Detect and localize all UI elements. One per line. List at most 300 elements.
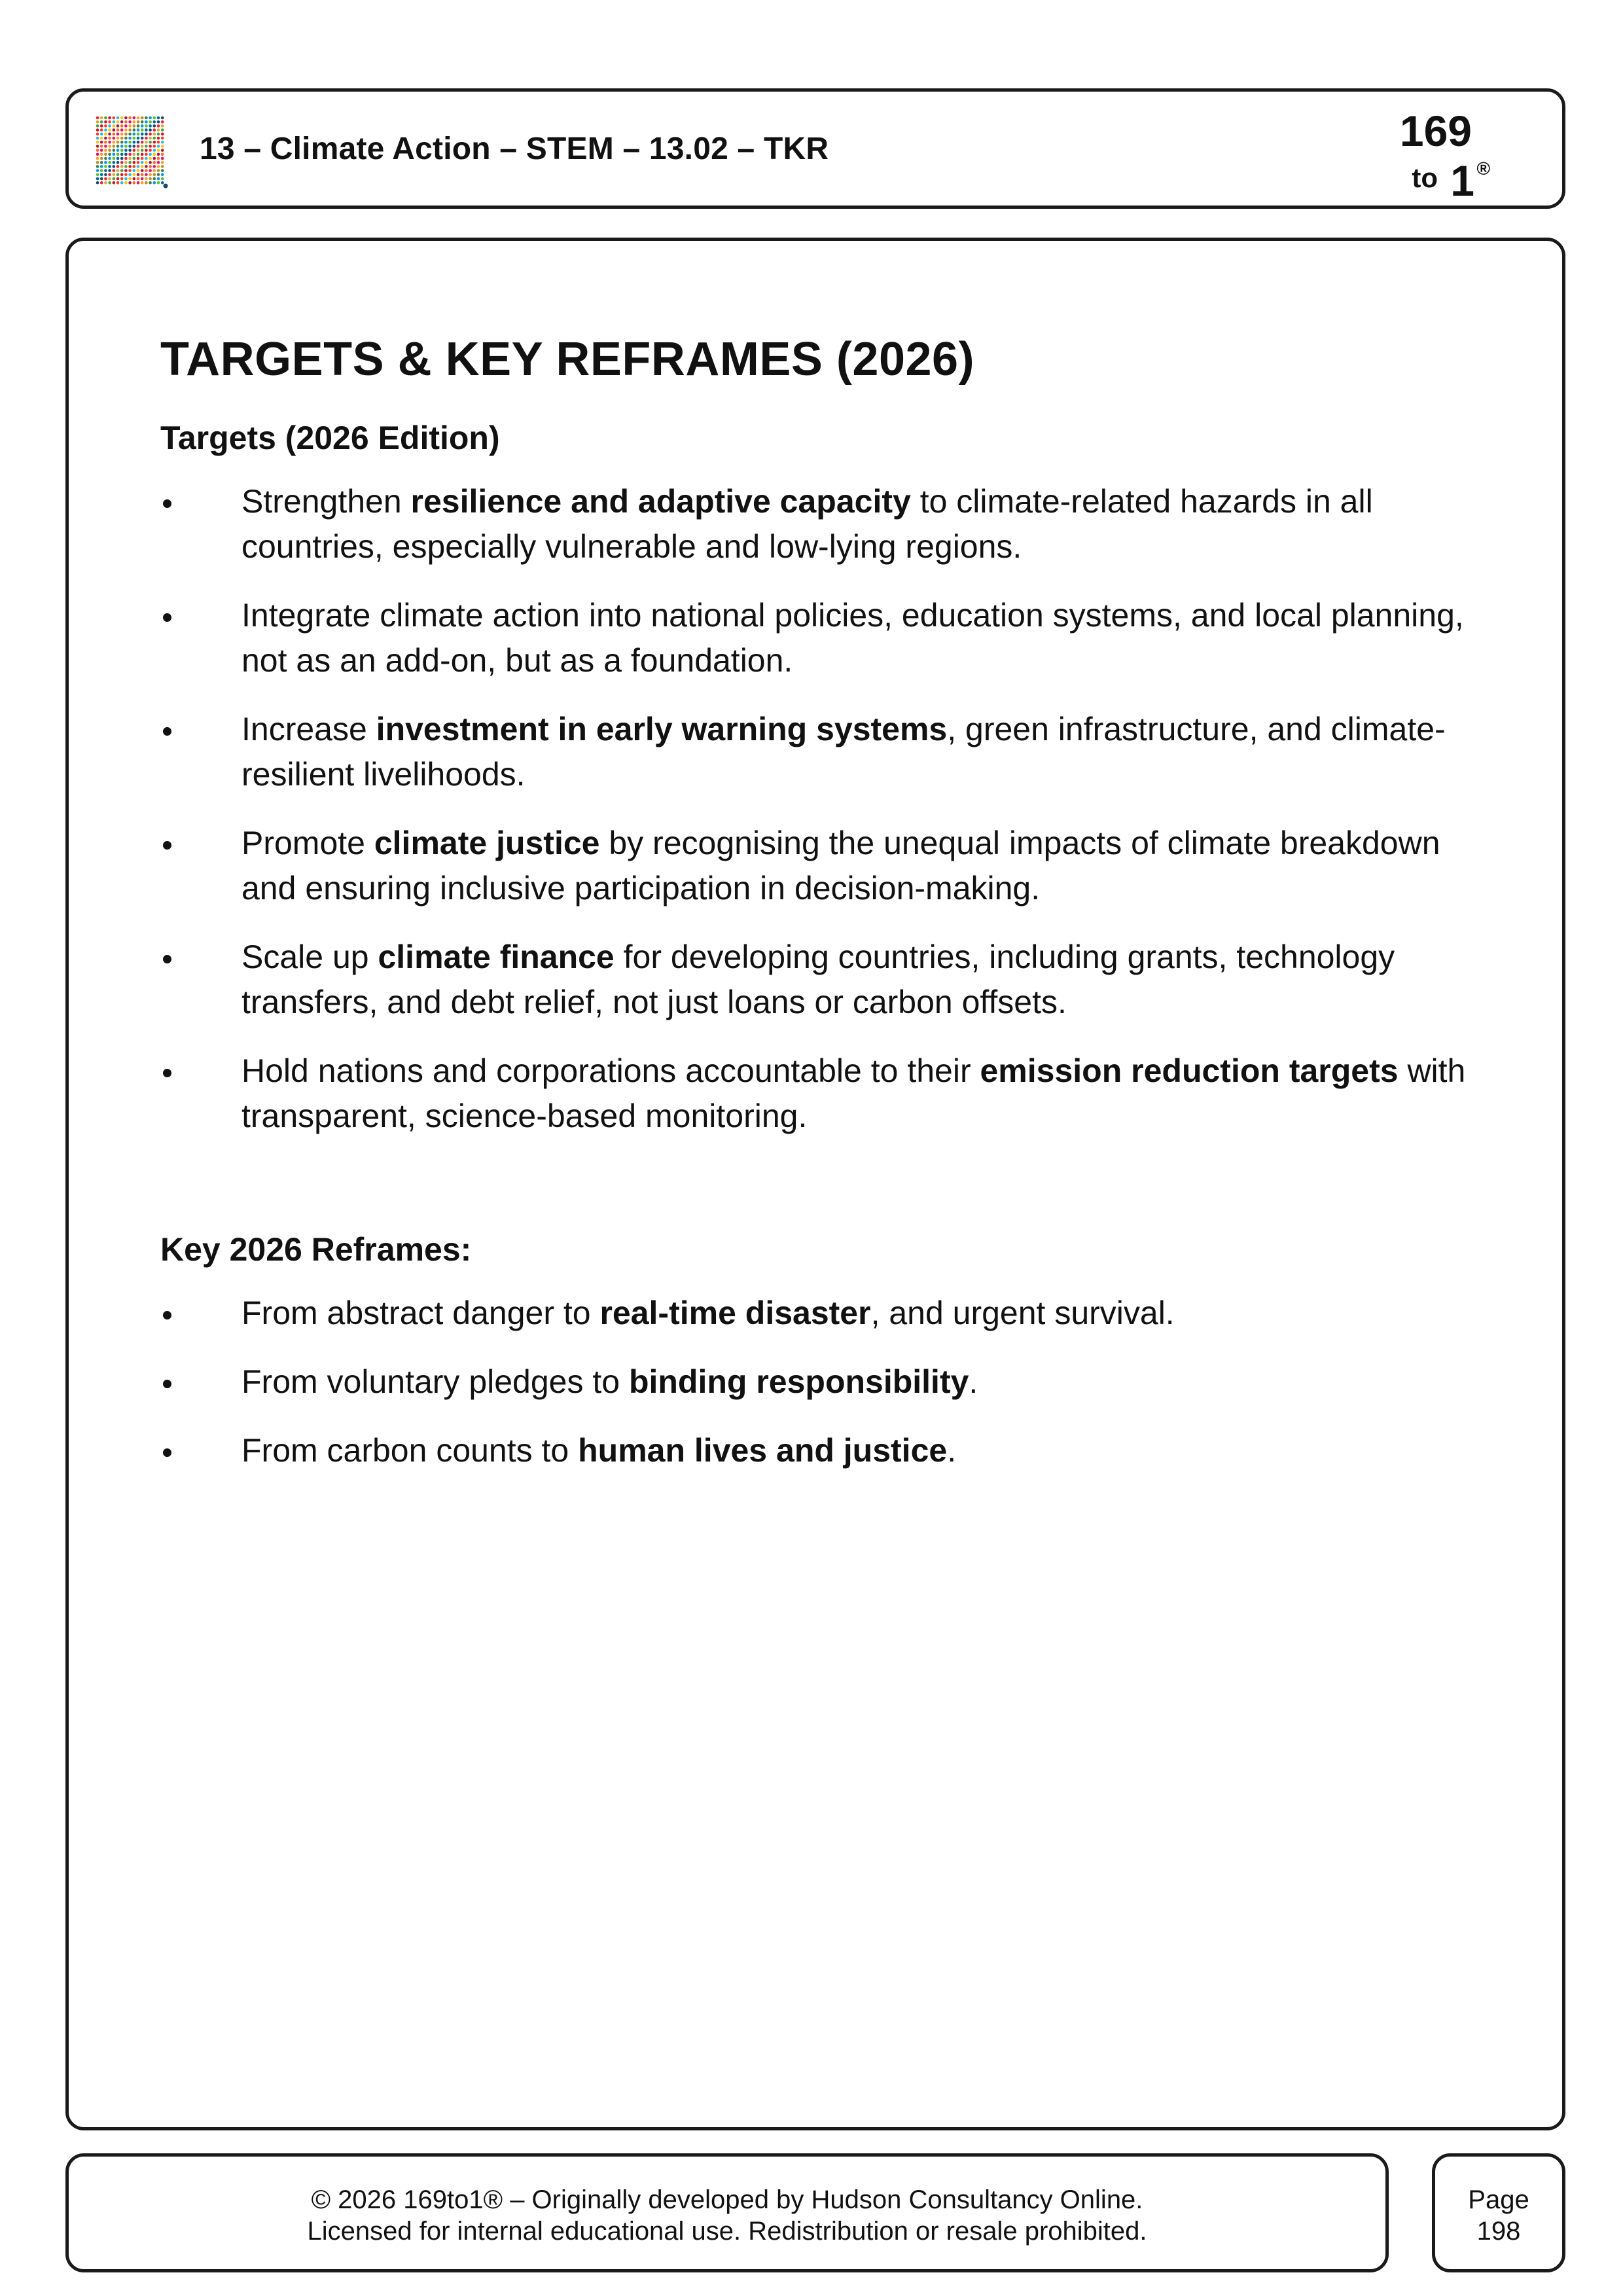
logo-dot: [113, 149, 116, 152]
logo-dot: [153, 165, 156, 168]
logo-dot: [116, 141, 120, 144]
logo-dot: [96, 153, 99, 156]
logo-dot: [141, 145, 144, 148]
logo-dot: [141, 181, 144, 185]
logo-dot: [137, 133, 140, 136]
logo-dot: [120, 169, 124, 172]
page-number-box: [1432, 2153, 1565, 2272]
logo-dot: [161, 181, 164, 185]
bullet-icon: [163, 1380, 171, 1388]
logo-dot: [96, 117, 99, 120]
logo-dot: [100, 145, 103, 148]
logo-dot: [128, 165, 132, 168]
logo-dot: [161, 120, 164, 124]
logo-dot: [96, 124, 99, 128]
logo-dot: [153, 173, 156, 177]
logo-accent-dot: [164, 184, 168, 188]
logo-dot: [133, 145, 136, 148]
logo-dot: [141, 149, 144, 152]
logo-dot: [113, 141, 116, 144]
logo-dot: [141, 124, 144, 128]
logo-dot: [149, 149, 152, 152]
logo-dot: [108, 137, 111, 140]
page-title: TARGETS & KEY REFRAMES (2026): [160, 333, 975, 386]
content: [160, 332, 1495, 1497]
target-item: Scale up climate finance for developing countries, including grants, technology transfers, and debt relief, not just loans or carbon offsets.: [160, 935, 1495, 1025]
logo-dot: [124, 161, 128, 164]
logo-dot: [157, 149, 160, 152]
logo-dot: [96, 169, 99, 172]
logo-dot: [116, 161, 120, 164]
logo-dot: [133, 141, 136, 144]
reframes-list: [160, 1291, 1495, 1473]
reframe-item: From voluntary pledges to binding responsibility.: [160, 1359, 1495, 1405]
logo-dot: [128, 145, 132, 148]
logo-dot: [100, 117, 103, 120]
logo-dot: [157, 137, 160, 140]
logo-dot: [157, 157, 160, 160]
logo-dot: [157, 128, 160, 132]
logo-dot: [149, 181, 152, 185]
logo-dot: [100, 157, 103, 160]
logo-dot: [113, 137, 116, 140]
logo-dot: [128, 157, 132, 160]
logo-dot: [149, 153, 152, 156]
logo-dot: [100, 181, 103, 185]
logo-dot: [133, 177, 136, 181]
logo-dot: [113, 133, 116, 136]
logo-dot: [149, 141, 152, 144]
logo-dot: [116, 165, 120, 168]
logo-dot: [149, 124, 152, 128]
logo-dot: [108, 149, 111, 152]
logo-dot: [145, 161, 148, 164]
logo-dot: [149, 161, 152, 164]
logo-dot: [104, 149, 107, 152]
logo-dot: [157, 153, 160, 156]
logo-dot: [137, 161, 140, 164]
header-title: 13 – Climate Action – STEM – 13.02 – TKR: [200, 132, 829, 166]
logo-dot: [100, 128, 103, 132]
brand-one: 1: [1450, 156, 1474, 205]
logo-dot: [141, 161, 144, 164]
logo-dot: [104, 120, 107, 124]
logo-dot: [124, 137, 128, 140]
logo-dot: [157, 117, 160, 120]
bullet-icon: [163, 1069, 171, 1077]
logo-dot: [153, 181, 156, 185]
logo-dot: [133, 124, 136, 128]
logo-dot: [104, 133, 107, 136]
logo-dot: [145, 165, 148, 168]
logo-dot: [128, 173, 132, 177]
target-item: Strengthen resilience and adaptive capacity to climate-related hazards in all countries, especially vulnerable and low-lying regions.: [160, 479, 1495, 569]
logo-dot: [141, 165, 144, 168]
logo-dot: [141, 137, 144, 140]
logo-dot: [133, 128, 136, 132]
logo-dot: [149, 128, 152, 132]
logo-dot: [149, 120, 152, 124]
logo-dot: [124, 124, 128, 128]
logo-dot: [145, 177, 148, 181]
reframe-item: From carbon counts to human lives and justice.: [160, 1428, 1495, 1473]
logo-dot: [157, 177, 160, 181]
logo-dot: [161, 161, 164, 164]
logo-dot: [108, 120, 111, 124]
logo-dot: [113, 124, 116, 128]
logo-dot: [145, 137, 148, 140]
logo-dot: [128, 181, 132, 185]
logo-dot: [108, 173, 111, 177]
logo-dot: [157, 145, 160, 148]
logo-dot: [100, 124, 103, 128]
brand-registered-mark: ®: [1476, 158, 1490, 179]
logo-dot: [120, 157, 124, 160]
logo-dot: [141, 157, 144, 160]
logo-dot: [96, 120, 99, 124]
logo-dot: [96, 128, 99, 132]
logo-dot: [104, 173, 107, 177]
license-line: Licensed for internal educational use. Redistribution or resale prohibited.: [307, 2217, 1147, 2246]
logo-dot: [157, 173, 160, 177]
logo-dot: [100, 120, 103, 124]
logo-dot: [108, 177, 111, 181]
logo-dot: [124, 177, 128, 181]
logo-dot: [120, 177, 124, 181]
logo-dot: [116, 149, 120, 152]
logo-dot: [116, 153, 120, 156]
logo-dot: [96, 165, 99, 168]
logo-dot: [108, 141, 111, 144]
target-item: Hold nations and corporations accountable to their emission reduction targets with transparent, science-based monitoring.: [160, 1049, 1495, 1139]
logo-dot: [149, 133, 152, 136]
logo-dot: [108, 128, 111, 132]
logo-dot: [141, 120, 144, 124]
logo-dot: [141, 173, 144, 177]
logo-dot: [128, 128, 132, 132]
logo-dot: [157, 169, 160, 172]
logo-dot: [104, 181, 107, 185]
logo-dot: [128, 177, 132, 181]
logo-dot: [161, 165, 164, 168]
page-label: Page: [1468, 2185, 1529, 2214]
logo-dot: [128, 169, 132, 172]
logo-dot: [157, 141, 160, 144]
logo-dot: [124, 128, 128, 132]
logo-dot: [141, 141, 144, 144]
logo-dot: [124, 133, 128, 136]
logo-dot: [104, 128, 107, 132]
logo-dot: [153, 149, 156, 152]
logo-dot: [116, 145, 120, 148]
logo-dot: [108, 133, 111, 136]
logo-dot: [100, 137, 103, 140]
logo-dot: [133, 137, 136, 140]
logo-dot: [113, 117, 116, 120]
logo-dot: [108, 169, 111, 172]
logo-dot: [145, 120, 148, 124]
logo-dot: [145, 117, 148, 120]
logo-dot: [116, 133, 120, 136]
logo-dot: [116, 181, 120, 185]
logo-dot: [133, 165, 136, 168]
logo-dot: [108, 181, 111, 185]
logo-dot: [153, 124, 156, 128]
target-item: Integrate climate action into national policies, education systems, and local planning, not as an add-on, but as a foundation.: [160, 593, 1495, 683]
logo-dot: [137, 177, 140, 181]
logo-dot: [128, 161, 132, 164]
logo-dot: [104, 177, 107, 181]
logo-dot: [149, 169, 152, 172]
logo-dot: [149, 117, 152, 120]
brand-logo: [1359, 99, 1503, 204]
logo-dot: [96, 149, 99, 152]
logo-dot: [137, 153, 140, 156]
logo-dot: [149, 165, 152, 168]
logo-dot: [124, 153, 128, 156]
logo-dot: [128, 153, 132, 156]
logo-dot: [137, 145, 140, 148]
logo-dot: [145, 173, 148, 177]
logo-dot: [137, 157, 140, 160]
logo-dot: [100, 169, 103, 172]
logo-dot: [137, 181, 140, 185]
logo-dot: [124, 181, 128, 185]
logo-dot: [153, 133, 156, 136]
logo-dot: [149, 157, 152, 160]
logo-dot: [153, 177, 156, 181]
logo-dot: [137, 149, 140, 152]
logo-dot: [133, 169, 136, 172]
target-item: Increase investment in early warning systems, green infrastructure, and climate-resilient livelihoods.: [160, 707, 1495, 797]
logo-dot: [113, 128, 116, 132]
logo-dot: [149, 173, 152, 177]
logo-dot: [153, 145, 156, 148]
logo-dot: [120, 145, 124, 148]
logo-dot: [157, 161, 160, 164]
logo-dot: [120, 124, 124, 128]
logo-dot: [141, 169, 144, 172]
logo-dot: [157, 124, 160, 128]
copyright-line: © 2026 169to1® – Originally developed by Hudson Consultancy Online.: [311, 2185, 1143, 2214]
logo-dot: [157, 165, 160, 168]
logo-dot: [149, 137, 152, 140]
logo-dot: [104, 124, 107, 128]
logo-dot: [100, 161, 103, 164]
logo-dot: [116, 173, 120, 177]
logo-dot: [161, 153, 164, 156]
logo-dot: [113, 120, 116, 124]
logo-dot: [120, 153, 124, 156]
main-panel: [65, 238, 1565, 2130]
logo-dot: [104, 137, 107, 140]
logo-dot: [128, 124, 132, 128]
logo-dot: [157, 181, 160, 185]
logo-dot: [104, 153, 107, 156]
bullet-icon: [163, 727, 171, 736]
logo-dot: [161, 124, 164, 128]
logo-dot: [141, 153, 144, 156]
logo-dot: [116, 120, 120, 124]
logo-dot: [96, 133, 99, 136]
footer-copyright: [65, 2153, 1389, 2272]
logo-dot: [141, 117, 144, 120]
logo-dot: [128, 120, 132, 124]
logo-dot: [113, 161, 116, 164]
logo-dot: [113, 173, 116, 177]
logo-dot: [120, 165, 124, 168]
logo-dot: [161, 137, 164, 140]
logo-dot: [116, 117, 120, 120]
logo-dot: [128, 137, 132, 140]
logo-dot: [113, 181, 116, 185]
logo-dot: [124, 157, 128, 160]
logo-dot: [157, 133, 160, 136]
logo-dot: [96, 157, 99, 160]
logo-dot: [137, 141, 140, 144]
logo-dot: [120, 128, 124, 132]
logo-dot: [161, 141, 164, 144]
logo-dot: [116, 128, 120, 132]
logo-dot: [149, 177, 152, 181]
logo-dot: [108, 145, 111, 148]
bullet-icon: [163, 613, 171, 622]
logo-dot: [108, 165, 111, 168]
logo-dot: [161, 169, 164, 172]
brand-to: to: [1412, 162, 1438, 193]
logo-dot: [104, 157, 107, 160]
logo-dot: [104, 145, 107, 148]
target-item: Promote climate justice by recognising the unequal impacts of climate breakdown and ensuring inclusive participation in decision-making.: [160, 821, 1495, 911]
sdg-dot-grid-logo: [95, 115, 168, 188]
logo-dot: [120, 141, 124, 144]
logo-dot: [153, 169, 156, 172]
logo-dot: [149, 145, 152, 148]
logo-dot: [124, 117, 128, 120]
logo-dot: [113, 157, 116, 160]
logo-dot: [145, 169, 148, 172]
logo-dot: [145, 124, 148, 128]
logo-dot: [116, 177, 120, 181]
logo-dot: [104, 161, 107, 164]
logo-dot: [100, 165, 103, 168]
logo-dot: [153, 137, 156, 140]
logo-dot: [104, 169, 107, 172]
logo-dot: [108, 157, 111, 160]
logo-dot: [96, 173, 99, 177]
logo-dot: [96, 137, 99, 140]
logo-dot: [100, 141, 103, 144]
logo-dot: [128, 149, 132, 152]
logo-dot: [161, 177, 164, 181]
logo-dot: [108, 161, 111, 164]
logo-dot: [116, 124, 120, 128]
logo-dot: [137, 165, 140, 168]
logo-dot: [100, 173, 103, 177]
brand-number: 169: [1399, 107, 1472, 155]
logo-dot: [120, 173, 124, 177]
logo-dot: [124, 145, 128, 148]
logo-dot: [161, 133, 164, 136]
logo-dot: [133, 157, 136, 160]
logo-dot: [120, 117, 124, 120]
logo-dot: [113, 165, 116, 168]
logo-dot: [104, 141, 107, 144]
logo-dot: [96, 181, 99, 185]
logo-dot: [128, 117, 132, 120]
logo-dot: [161, 173, 164, 177]
logo-dot: [124, 141, 128, 144]
logo-dot: [113, 169, 116, 172]
reframe-item: From abstract danger to real-time disaster, and urgent survival.: [160, 1291, 1495, 1336]
logo-dot: [145, 149, 148, 152]
logo-dot: [120, 161, 124, 164]
logo-dot: [133, 117, 136, 120]
logo-dot: [161, 117, 164, 120]
targets-list: [160, 479, 1495, 1139]
logo-dot: [120, 137, 124, 140]
logo-dot: [145, 181, 148, 185]
logo-dot: [116, 157, 120, 160]
logo-dot: [96, 145, 99, 148]
logo-dot: [120, 181, 124, 185]
logo-dot: [141, 177, 144, 181]
logo-dot: [128, 141, 132, 144]
logo-dot: [137, 137, 140, 140]
logo-dot: [133, 149, 136, 152]
logo-dot: [116, 169, 120, 172]
logo-dot: [137, 128, 140, 132]
logo-dot: [133, 173, 136, 177]
logo-dot: [124, 149, 128, 152]
logo-dot: [120, 133, 124, 136]
logo-dot: [161, 157, 164, 160]
logo-dot: [153, 120, 156, 124]
logo-dot: [137, 169, 140, 172]
logo-dot: [133, 120, 136, 124]
logo-dot: [113, 177, 116, 181]
logo-dot: [128, 133, 132, 136]
logo-dot: [153, 157, 156, 160]
logo-dot: [108, 153, 111, 156]
logo-dot: [153, 153, 156, 156]
targets-heading: Targets (2026 Edition): [160, 420, 500, 456]
logo-dot: [145, 133, 148, 136]
logo-dot: [137, 120, 140, 124]
logo-dot: [161, 145, 164, 148]
logo-dot: [96, 161, 99, 164]
logo-dot: [124, 120, 128, 124]
logo-dot: [145, 145, 148, 148]
logo-dot: [120, 149, 124, 152]
logo-dot: [153, 161, 156, 164]
logo-dot: [141, 128, 144, 132]
bullet-icon: [163, 1311, 171, 1319]
logo-dot: [153, 117, 156, 120]
logo-dot: [108, 117, 111, 120]
logo-dot: [100, 177, 103, 181]
logo-dot: [124, 173, 128, 177]
logo-dot: [145, 141, 148, 144]
logo-dot: [100, 149, 103, 152]
logo-dot: [120, 120, 124, 124]
logo-dot: [145, 157, 148, 160]
logo-dot: [124, 165, 128, 168]
logo-dot: [113, 153, 116, 156]
logo-dot: [133, 161, 136, 164]
logo-dot: [108, 124, 111, 128]
page-number: 198: [1476, 2217, 1521, 2246]
